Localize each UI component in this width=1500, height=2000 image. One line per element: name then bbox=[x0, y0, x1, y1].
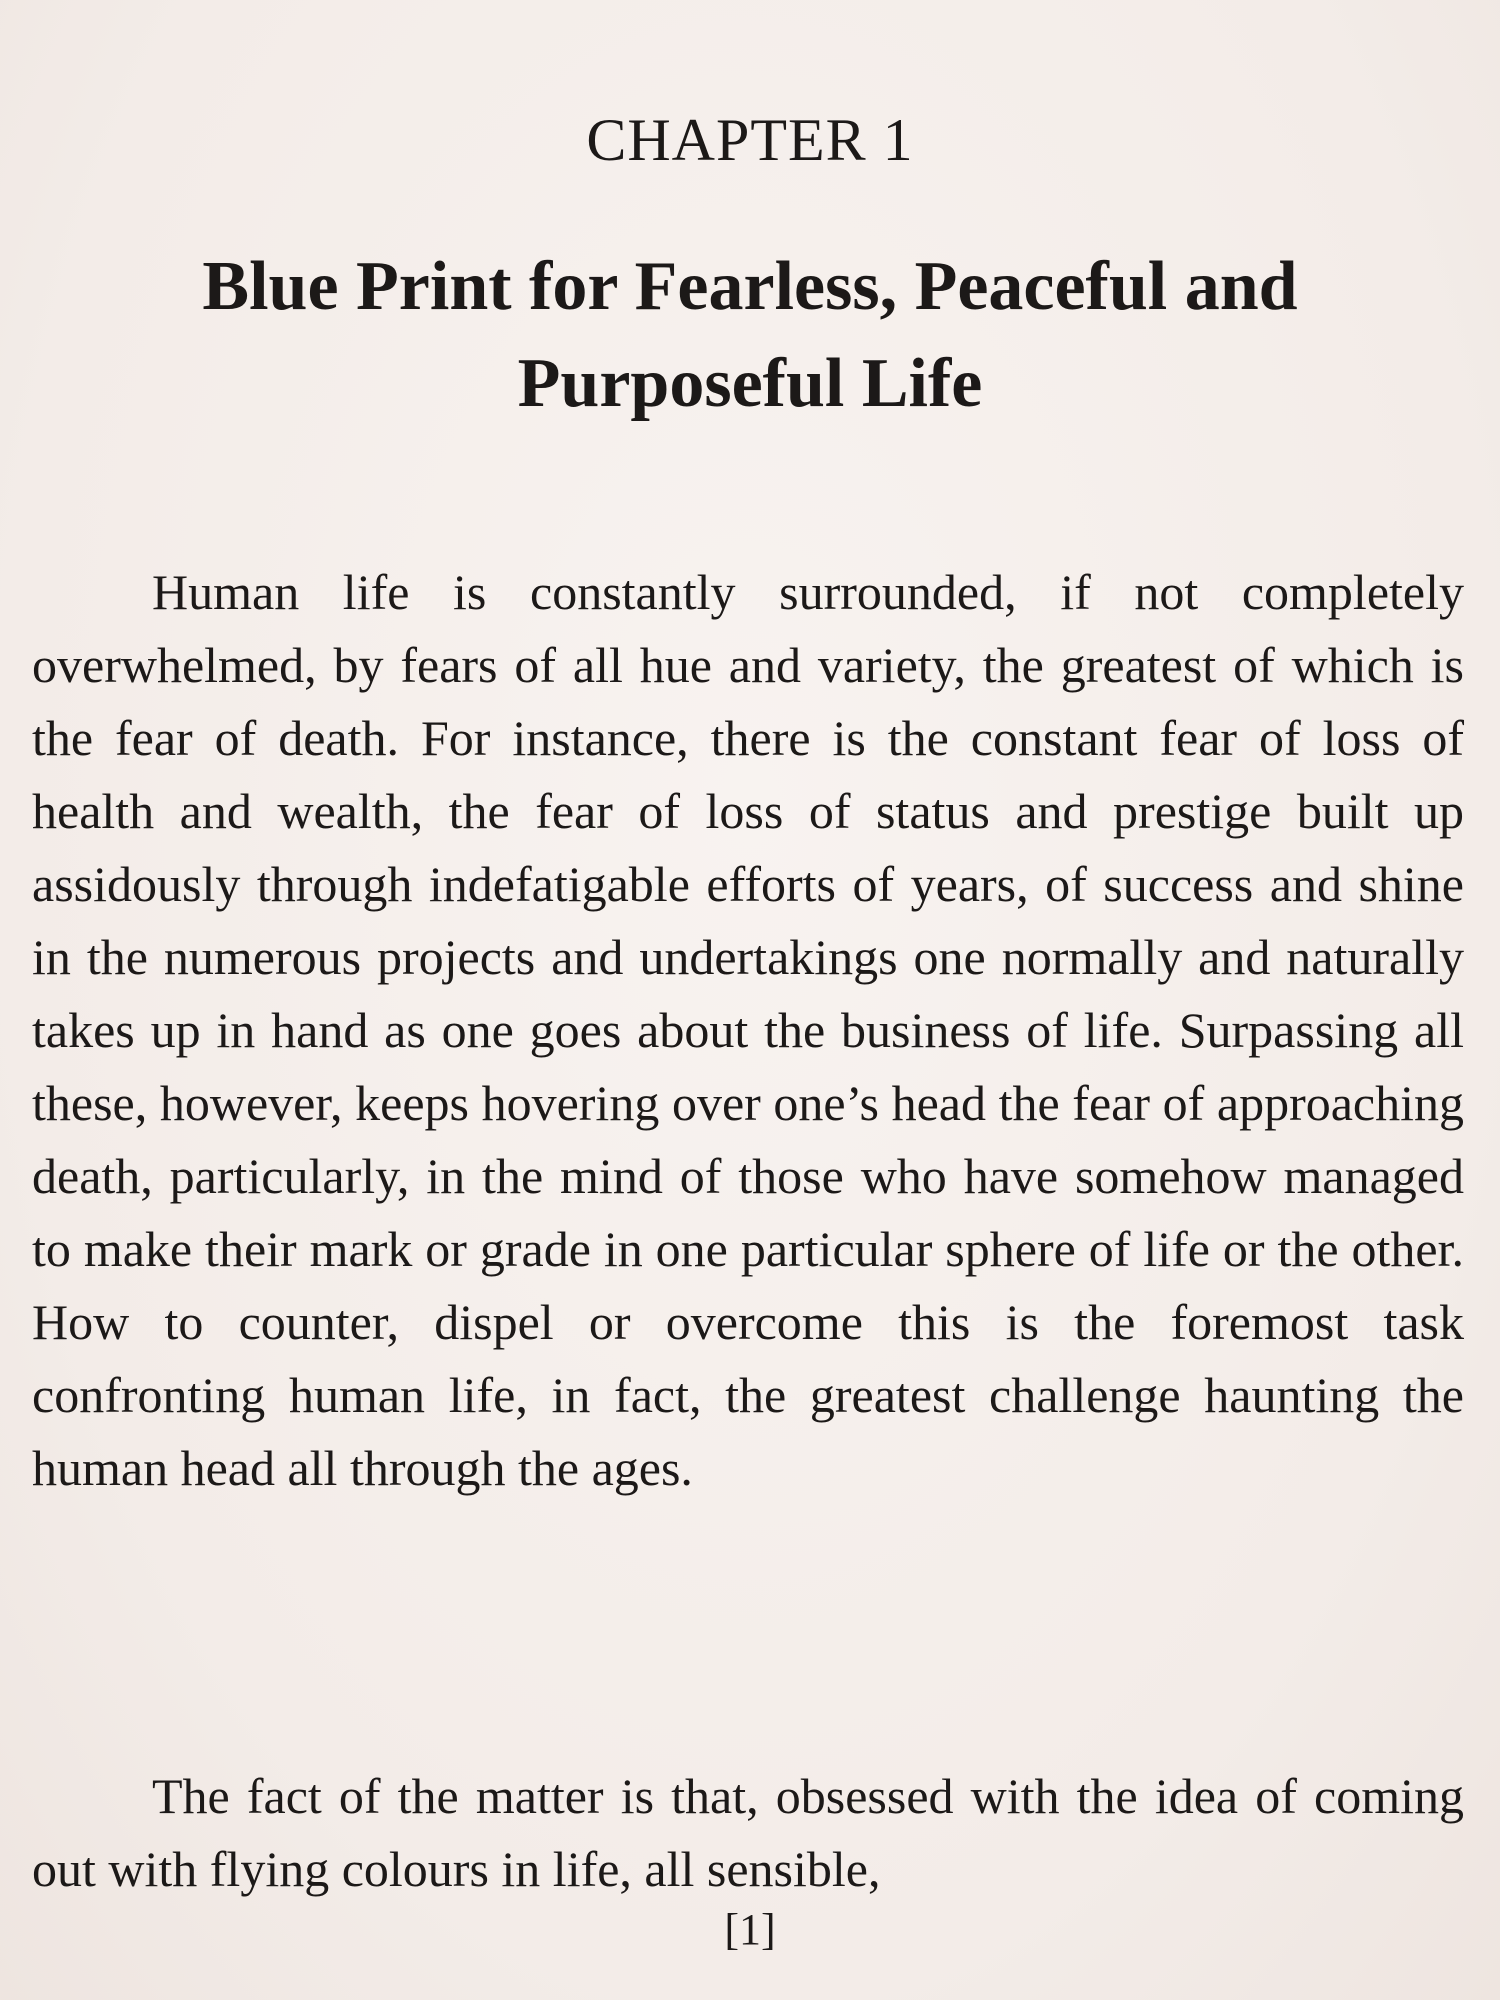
chapter-label: CHAPTER 1 bbox=[586, 107, 914, 173]
paragraph-1: Human life is constantly surrounded, if not completely overwhelmed, by fears of all hue and variety, the greatest of which is the fear of death. For instance, there is the constant fear of loss of health and wealth, the fear of loss of status and prestige built up assidously through indefatigable efforts of years, of success and shine in the numerous projects and undertakings one normally and naturally takes up in hand as one goes about the business of life. Surpassing all these, however, keeps hovering over one’s head the fear of approaching death, particularly, in the mind of those who have somehow managed to make their mark or grade in one particular sphere of life or the other. How to counter, dispel or overcome this is the foremost task confronting human life, in fact, the greatest challenge haunting the human head all through the ages. bbox=[32, 564, 1464, 1496]
paragraph-2: The fact of the matter is that, obsessed with the idea of coming out with flying colours in life, all sensible, bbox=[32, 1768, 1464, 1897]
page-number: [1] bbox=[724, 1905, 776, 1954]
chapter-title: Blue Print for Fearless, Peaceful and Purposeful Life bbox=[202, 248, 1298, 422]
